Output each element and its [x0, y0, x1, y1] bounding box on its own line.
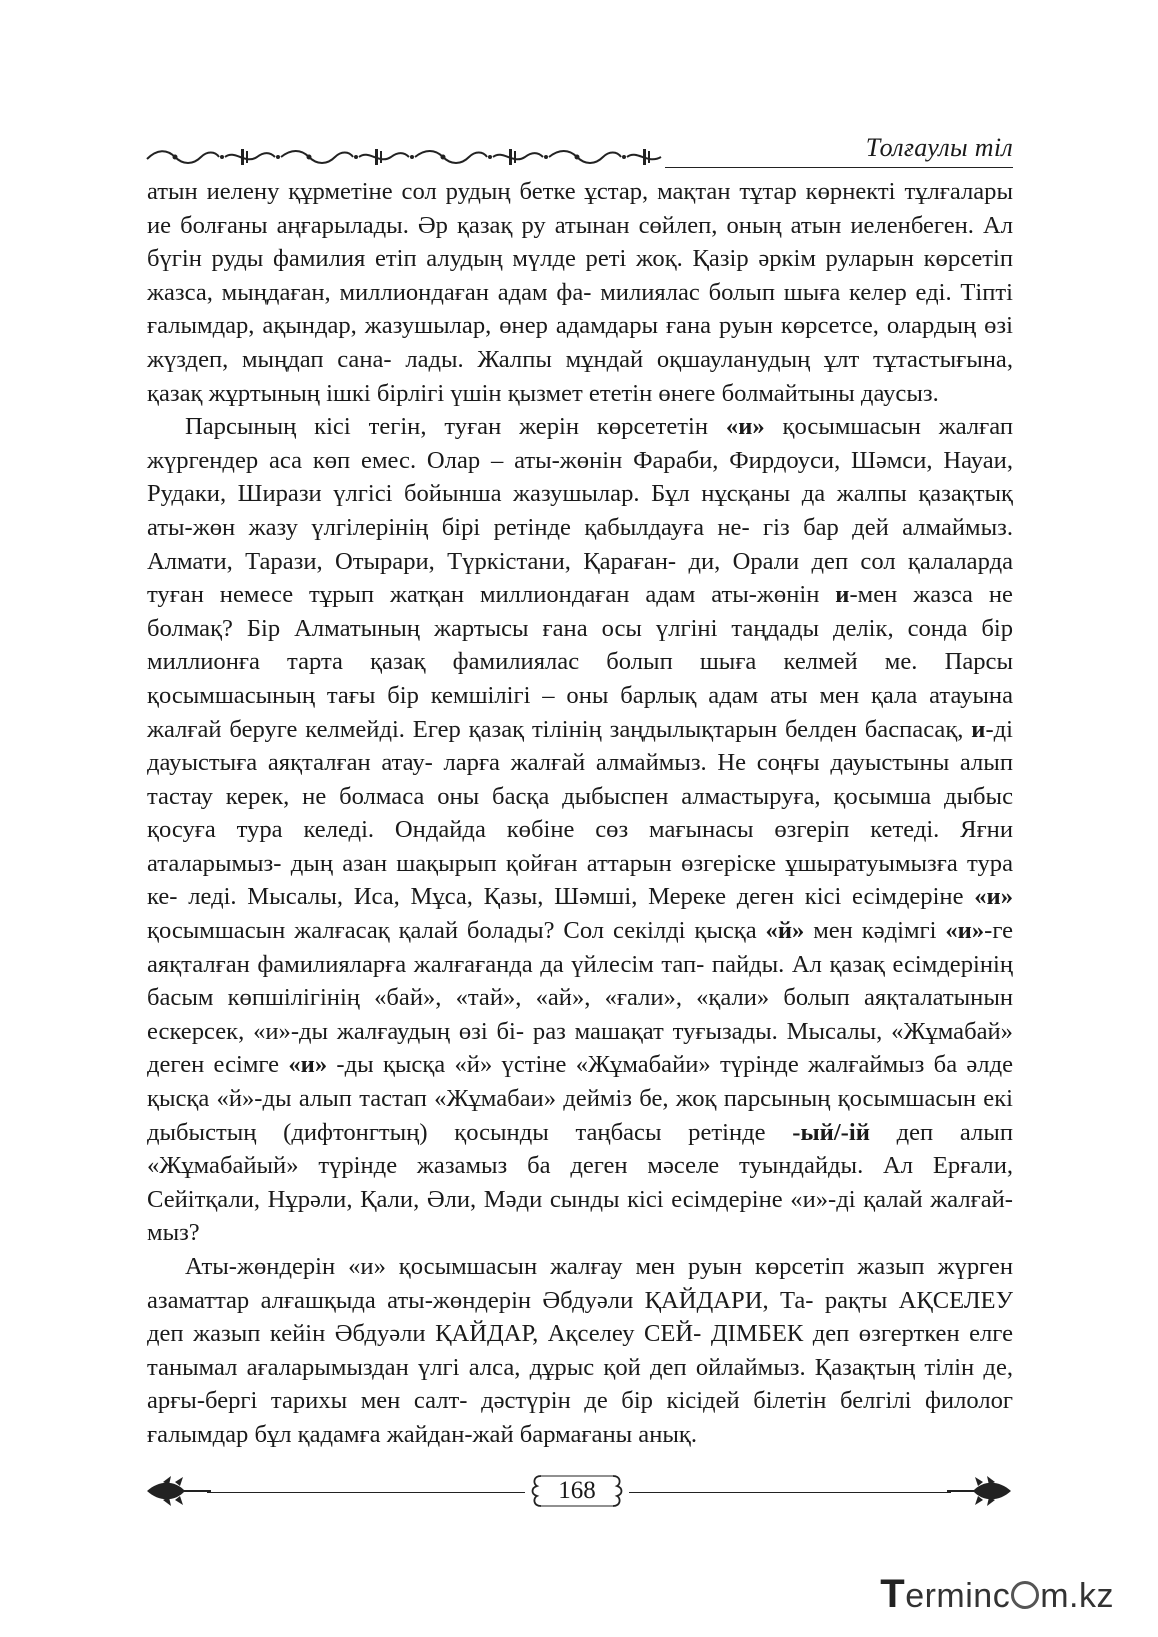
text-line: келеді. Ондайда көбіне сөз мағынасы өзгеріп кетеді. Яғни аталарымыз-	[147, 816, 1013, 877]
paragraph	[147, 410, 1013, 1250]
footer-rule-right	[629, 1492, 951, 1493]
leaf-ornament-icon	[145, 1476, 211, 1506]
page-footer	[145, 1470, 1013, 1514]
text-line: Аты-жөндерін «и» қосымшасын жалғау мен руын көрсетіп жазып	[185, 1253, 925, 1280]
text-line: болып шыға келмей ме. Парсы қосымшасының тағы бір кемшілігі – оны	[147, 648, 1013, 709]
text-line: лады. Жалпы мұндай оқшауланудың ұлт тұтастығына, қазақ жұртының	[147, 345, 1013, 407]
text-line: раз машақат туғызады. Мысалы, «Жұмабай» деген есімге «и» -ды қысқа	[147, 1017, 1013, 1079]
text-line: Қазір әркім руларын көрсетіп жазса, мыңдаған, миллиондаған адам фа-	[147, 245, 1013, 306]
leaf-ornament-icon	[947, 1476, 1013, 1506]
text-line: болмаса оны басқа дыбыспен алмастыруға, қосымша дыбыс қосуға тура	[147, 782, 1013, 844]
text-line: тұлғалары ие болғаны аңғарылады. Әр қазақ ру атынан сөйлеп, оның	[147, 178, 1013, 239]
text-line: атын иеленбеген. Ал бүгін руды фамилия етіп алудың мүлде реті жоқ.	[147, 211, 1013, 273]
header-rule	[665, 167, 1013, 168]
text-line: атын иелену құрметіне сол рудың бетке ұстар, мақтан тұтар көрнекті	[147, 178, 896, 205]
text-line: ларға жалғай алмаймыз. Не соңғы дауыстыны алып тастау керек, не	[147, 749, 1013, 810]
text-line: милиялас болып шыға келер еді. Тіпті ғалымдар, ақындар, жазушылар,	[147, 278, 1013, 340]
text-line: рақты АҚСЕЛЕУ деп жазып кейін Әбдуәли ҚАЙДАР, Ақселеу СЕЙ-	[147, 1286, 1013, 1348]
text-line: «ғали», «қали» болып аяқталатынын ескерсек, «и»-ды жалғаудың өзі бі-	[147, 984, 1014, 1045]
scroll-ornament-icon	[145, 145, 665, 169]
text-line: Нұрәли, Қали, Әли, Мәди сынды кісі есімдеріне «и»-ді қалай жалғай-	[267, 1185, 1013, 1213]
text-line: жайдан-жай бармағаны анық.	[386, 1420, 697, 1448]
text-line: қой деп ойлаймыз. Қазақтың тілін де, арғы-бергі тарихы мен салт-	[147, 1353, 1014, 1415]
text-line: ішкі бірлігі үшін қызмет ететін өнеге болмайтыны даусыз.	[326, 379, 939, 407]
text-line: кәдімгі «и»-ге аяқталған фамилияларға жалғағанда да үйлесім тап-	[147, 917, 1013, 978]
text-line: осы үлгіні таңдады делік, сонда бір миллионға тарта қазақ фамилиялас	[147, 614, 1013, 676]
paragraph	[147, 1250, 1013, 1452]
running-title: Толғаулы тіл	[865, 133, 1013, 162]
text-line: жалпы қазақтық аты-жөн жазу үлгілерінің бірі ретінде қабылдауға не-	[147, 480, 1013, 541]
page-number-text: 168	[558, 1477, 596, 1504]
text-line: барлық адам аты мен қала атауына жалғай беруге келмейді. Егер қазақ	[147, 681, 1014, 743]
text-line: адам аты-жөнін и-мен жазса не болмақ? Бір Алматының жартысы ғана	[147, 581, 1013, 642]
paragraph	[147, 175, 1013, 410]
text-line: «и» қосымшасын жалғасақ қалай болады? Сол секілді қысқа «й» мен	[147, 883, 1014, 945]
body-text	[147, 175, 1013, 1452]
circle-icon	[1011, 1581, 1039, 1609]
text-line: тілінің заңдылықтарын белден баспасақ, и-ді дауыстыға аяқталған атау-	[147, 715, 1014, 777]
page-header	[145, 133, 1013, 173]
footer-rule-left	[207, 1492, 525, 1493]
watermark-logo: Terminc m.kz	[880, 1572, 1114, 1616]
text-line: пайды. Ал қазақ есімдерінің басым көпшілігінің «бай», «тай», «ай»,	[147, 950, 1014, 1012]
text-line: Науаи, Рудаки, Ширази үлгісі бойынша жазушылар. Бұл нұсқаны да	[147, 446, 1013, 508]
text-line: жүрген азаматтар алғашқыда аты-жөндерін Әбдуәли ҚАЙДАРИ, Та-	[147, 1253, 1013, 1314]
page-number	[525, 1474, 629, 1508]
text-line: өнер адамдары ғана руын көрсетсе, олардың өзі жүздеп, мыңдап сана-	[147, 312, 1013, 373]
text-line: тастап «Жұмабаи» дейміз бе, жоқ парсының қосымшасын екі дыбыстың	[147, 1085, 1013, 1146]
text-line: (дифтонгтың) қосынды таңбасы ретінде -ый/-ій деп алып «Жұмабайый»	[147, 1118, 1013, 1180]
text-line: гіз бар дей алмаймыз. Алмати, Тарази, Отырари, Түркістани, Қараған-	[147, 513, 1013, 575]
text-line: түрінде жазамыз ба деген мәселе туындайды. Ал Ерғали, Сейітқали,	[147, 1152, 1013, 1213]
text-line: жүргендер аса көп емес. Олар – аты-жөнін Фараби, Фирдоуси, Шәмси,	[147, 446, 933, 474]
text-line: Парсының кісі тегін, туған жерін көрсететін «и» қосымшасын жалғап	[185, 413, 1013, 441]
text-line: ди, Орали деп сол қалаларда туған немесе тұрып жатқан миллиондаған	[147, 547, 1013, 609]
text-line: дың азан шақырып қойған аттарын өзгеріске ұшыратуымызға тура ке-	[147, 849, 1013, 911]
text-line: «й» үстіне «Жұмабайи» түрінде жалғаймыз ба әлде қысқа «й»-ды алып	[147, 1051, 1014, 1113]
text-line: ДІМБЕК деп өзгерткен елге танымал ағаларымыздан үлгі алса, дұрыс	[147, 1320, 1013, 1381]
text-line: дәстүрін де бір кісідей білетін белгілі филолог ғалымдар бұл қадамға	[147, 1387, 1013, 1448]
text-line: мыз?	[147, 1219, 200, 1247]
text-line: леді. Мысалы, Иса, Мұса, Қазы, Шәмші, Мереке деген кісі есімдеріне	[188, 883, 964, 911]
